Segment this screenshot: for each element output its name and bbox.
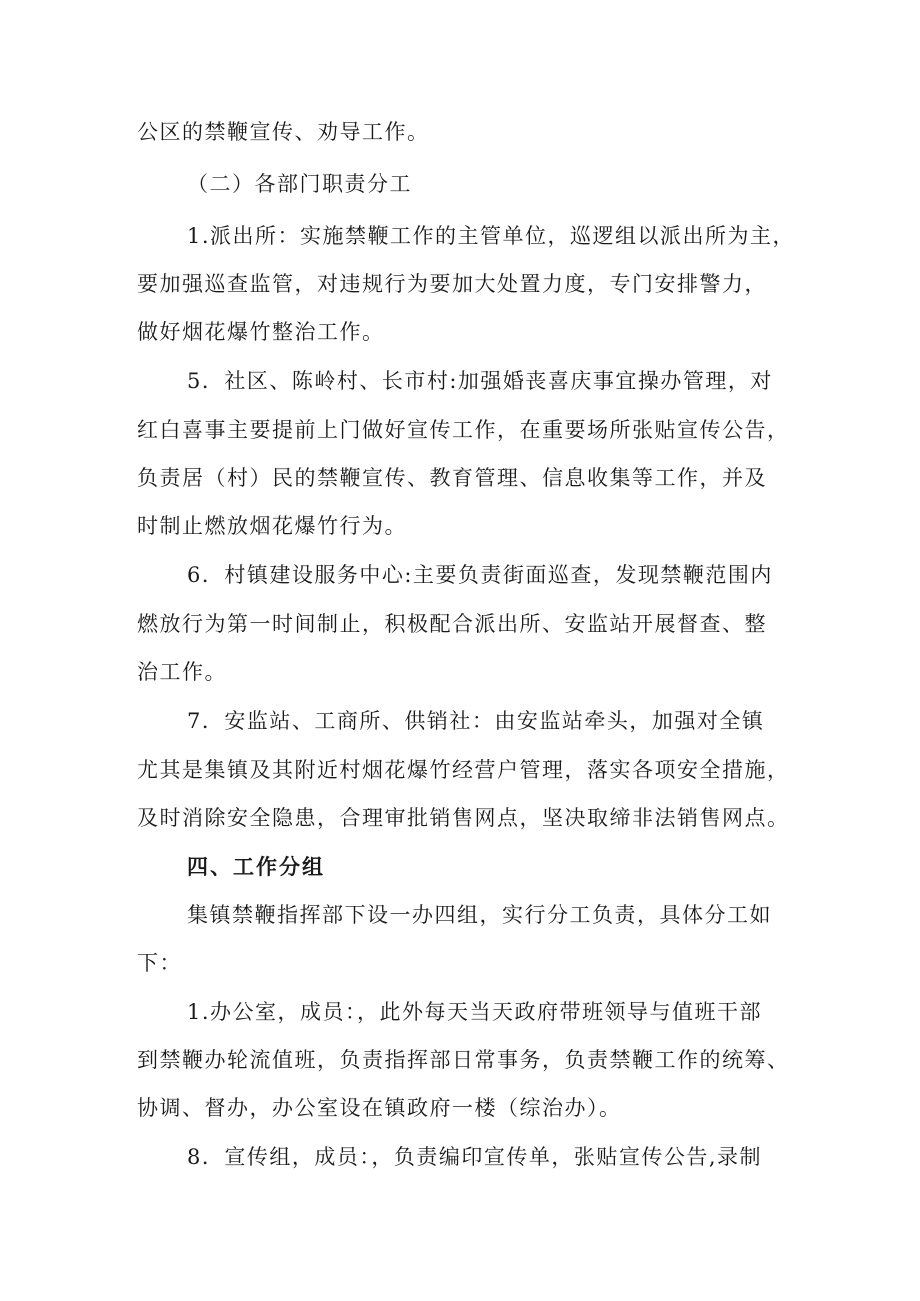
- section-heading: 四、工作分组: [187, 855, 325, 879]
- text-line-14: 尤其是集镇及其附近村烟花爆竹经营户管理，落实各项安全措施，: [137, 758, 790, 782]
- text-line-4: 要加强巡查监管，对违规行为要加大处置力度，专门安排警力，: [137, 272, 767, 296]
- text-line-18: 下：: [137, 951, 182, 975]
- text-line-6: 5．社区、陈岭村、长市村:加强婚丧喜庆事宜操办管理，对: [187, 369, 773, 393]
- text-line-8: 负责居（村）民的禁鞭宣传、教育管理、信息收集等工作，并及: [137, 466, 767, 490]
- text-line-19: 1.办公室，成员：，此外每天当天政府带班领导与值班干部: [187, 1000, 763, 1024]
- text-line-5: 做好烟花爆竹整治工作。: [137, 320, 385, 344]
- text-line-3: 1.派出所：实施禁鞭工作的主管单位，巡逻组以派出所为主，: [187, 224, 796, 248]
- text-line-17: 集镇禁鞭指挥部下设一办四组，实行分工负责，具体分工如: [187, 903, 772, 927]
- text-line-7: 红白喜事主要提前上门做好宣传工作，在重要场所张贴宣传公告，: [137, 418, 790, 442]
- text-line-10: 6．村镇建设服务中心:主要负责街面巡查，发现禁鞭范围内: [187, 563, 773, 587]
- text-line-1: 公区的禁鞭宣传、劝导工作。: [137, 120, 430, 144]
- text-line-13: 7．安监站、工商所、供销社：由安监站牵头，加强对全镇: [187, 709, 765, 733]
- text-line-12: 治工作。: [137, 660, 227, 684]
- section-subheading: （二）各部门职责分工: [187, 172, 412, 196]
- text-line-15: 及时消除安全隐患，合理审批销售网点，坚决取缔非法销售网点。: [137, 806, 790, 830]
- text-line-21: 协调、督办，办公室设在镇政府一楼（综治办）。: [137, 1096, 622, 1120]
- text-line-9: 时制止燃放烟花爆竹行为。: [137, 514, 407, 538]
- text-line-20: 到禁鞭办轮流值班，负责指挥部日常事务，负责禁鞭工作的统筹、: [137, 1048, 790, 1072]
- text-line-22: 8．宣传组，成员：，负责编印宣传单，张贴宣传公告,录制: [187, 1145, 763, 1169]
- text-line-11: 燃放行为第一时间制止，积极配合派出所、安监站开展督查、整: [137, 612, 767, 636]
